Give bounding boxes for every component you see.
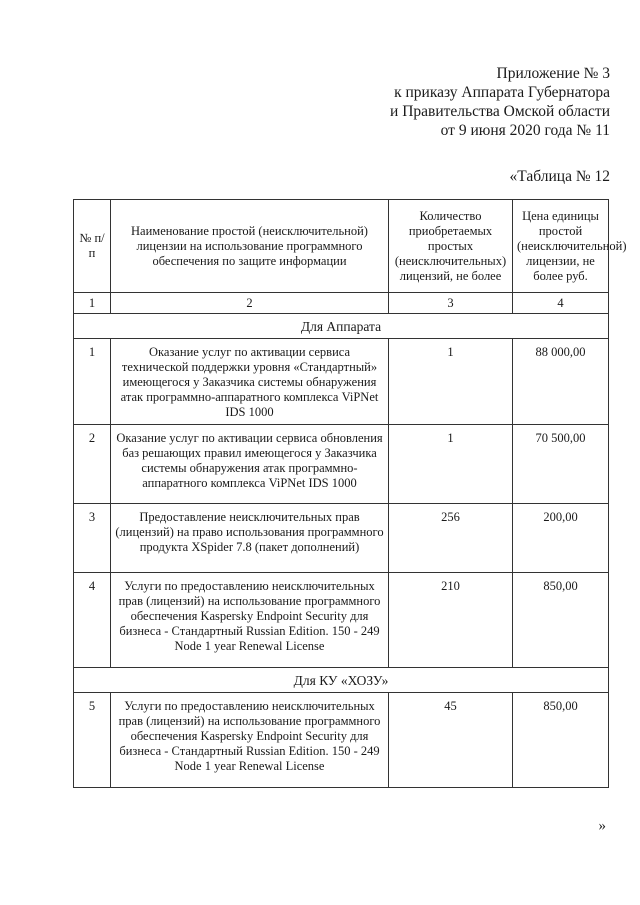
appendix-line-4: от 9 июня 2020 года № 11 [440, 122, 610, 139]
table-caption: «Таблица № 12 [509, 168, 610, 185]
column-number: 3 [389, 293, 513, 314]
table-row [74, 573, 609, 668]
column-number: 4 [513, 293, 609, 314]
row-number: 2 [74, 425, 111, 504]
row-quantity: 1 [389, 425, 513, 504]
row-price: 850,00 [513, 693, 609, 788]
row-number: 4 [74, 573, 111, 668]
table-row [74, 693, 609, 788]
closing-quote: » [598, 818, 606, 834]
header-number: № п/п [74, 200, 111, 293]
appendix-line-3: и Правительства Омской области [390, 103, 610, 120]
row-name: Оказание услуг по активации сервиса технической поддержки уровня «Стандартный» имеющегося у Заказчика системы обнаружения атак программно-аппаратного комплекса ViPNet IDS 1000 [111, 339, 389, 425]
row-price: 200,00 [513, 504, 609, 573]
row-quantity: 45 [389, 693, 513, 788]
column-number: 1 [74, 293, 111, 314]
row-quantity: 1 [389, 339, 513, 425]
section-title: Для Аппарата [74, 314, 609, 339]
appendix-header [390, 64, 610, 140]
row-name: Предоставление неисключительных прав (лицензий) на право использования программного продукта XSpider 7.8 (пакет дополнений) [111, 504, 389, 573]
table-row [74, 425, 609, 504]
table-row [74, 339, 609, 425]
row-number: 3 [74, 504, 111, 573]
row-name: Услуги по предоставлению неисключительных прав (лицензий) на использование программного обеспечения Kaspersky Endpoint Security для бизнеса - Стандартный Russian Edition. 150 - 249 Node 1 year Renewal License [111, 693, 389, 788]
header-price: Цена единицы простой (неисключительной) лицензии, не более руб. [513, 200, 609, 293]
appendix-line-2: к приказу Аппарата Губернатора [394, 84, 610, 101]
table-header-row [74, 200, 609, 293]
column-number: 2 [111, 293, 389, 314]
row-price: 88 000,00 [513, 339, 609, 425]
row-name: Услуги по предоставлению неисключительных прав (лицензий) на использование программного обеспечения Kaspersky Endpoint Security для бизнеса - Стандартный Russian Edition. 150 - 249 Node 1 year Renewal License [111, 573, 389, 668]
section-row [74, 668, 609, 693]
row-price: 850,00 [513, 573, 609, 668]
row-quantity: 256 [389, 504, 513, 573]
header-name: Наименование простой (неисключительной) лицензии на использование программного обеспечения по защите информации [111, 200, 389, 293]
row-price: 70 500,00 [513, 425, 609, 504]
header-quantity: Количество приобретаемых простых (неисключительных) лицензий, не более [389, 200, 513, 293]
column-numbers-row [74, 293, 609, 314]
row-quantity: 210 [389, 573, 513, 668]
table-row [74, 504, 609, 573]
row-name: Оказание услуг по активации сервиса обновления баз решающих правил имеющегося у Заказчика системы обнаружения атак программно-аппаратного комплекса ViPNet IDS 1000 [111, 425, 389, 504]
appendix-line-1: Приложение № 3 [496, 65, 610, 82]
row-number: 5 [74, 693, 111, 788]
section-row [74, 314, 609, 339]
license-table [73, 199, 627, 788]
section-title: Для КУ «ХОЗУ» [74, 668, 609, 693]
row-number: 1 [74, 339, 111, 425]
